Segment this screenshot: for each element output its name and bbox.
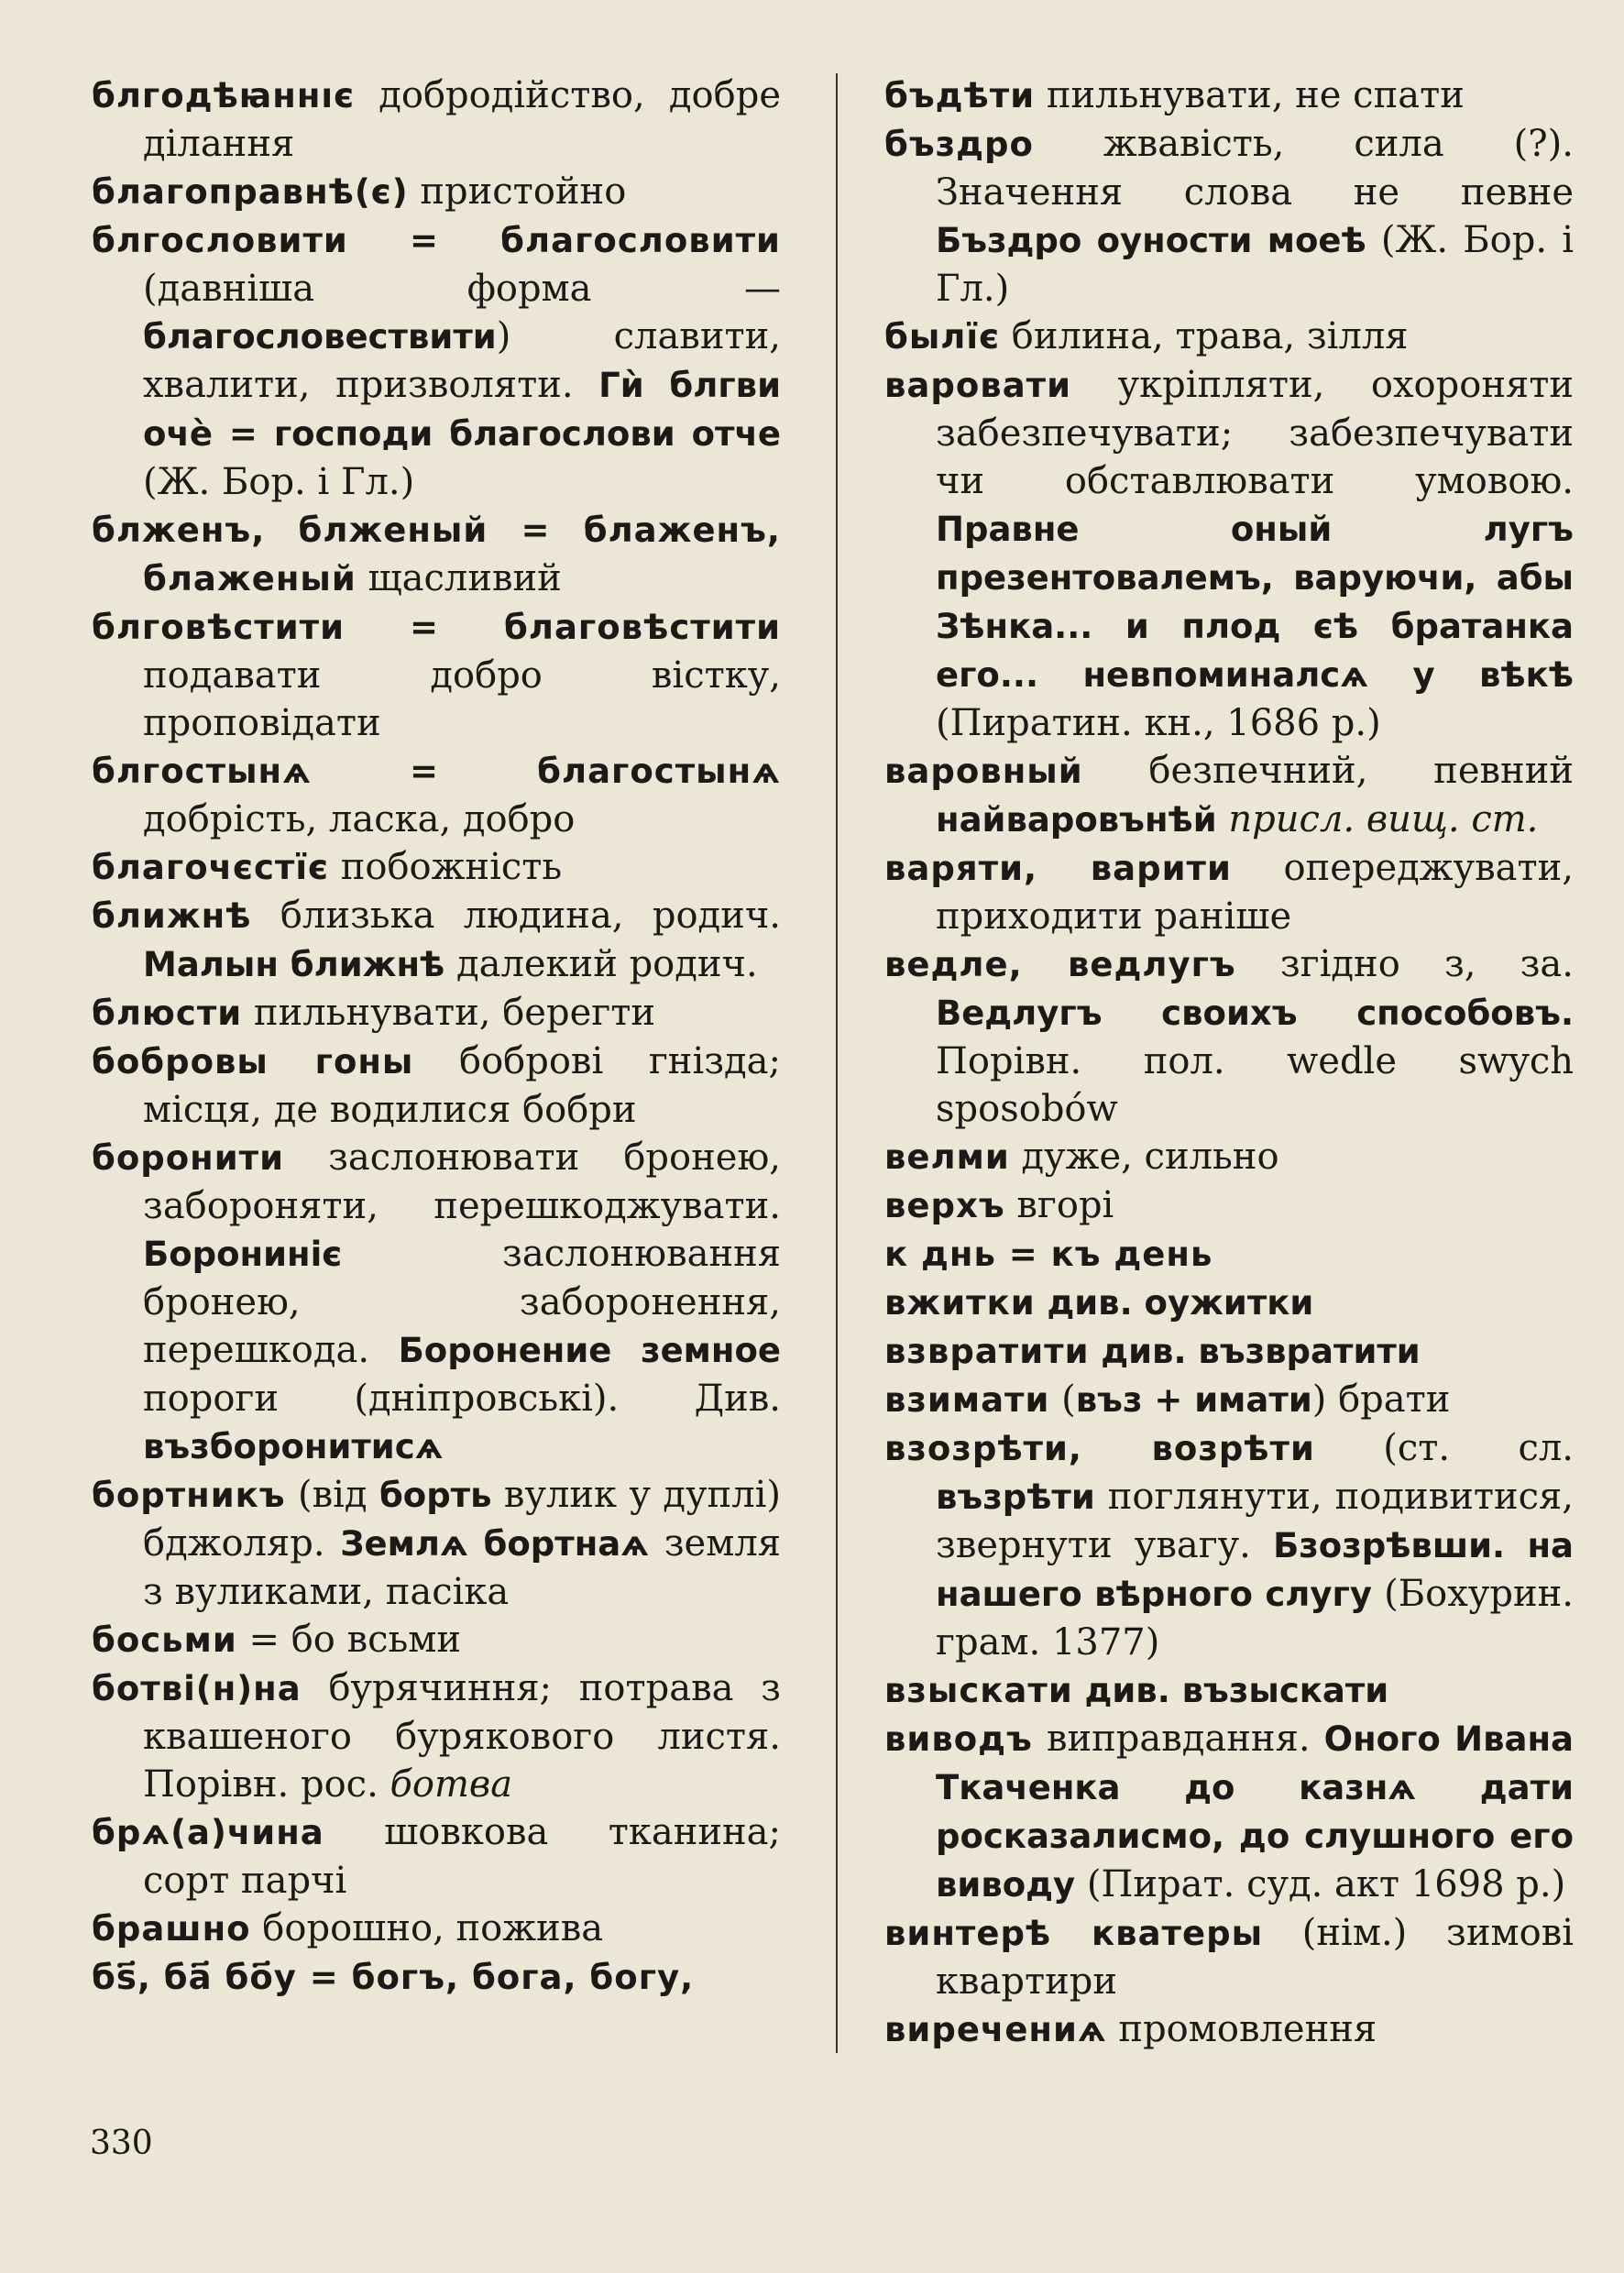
definition-text: ) славити, хвалити, призволяти.: [143, 315, 781, 406]
definition-text: (нім.) зимові квартири: [936, 1912, 1575, 2003]
definition-text: (Пиратин. кн., 1686 р.): [936, 702, 1381, 744]
dictionary-entry: [92, 1038, 781, 1134]
example-text: Гѝ блгви очѐ = господи благослови отче: [143, 366, 781, 454]
headword: виводъ: [884, 1719, 1033, 1759]
definition-text: Порівн. пол. wedle swych sposobów: [936, 1040, 1574, 1130]
headword: босьми: [92, 1620, 237, 1660]
dictionary-entry: [92, 168, 781, 216]
definition-text: шовкова тканина; сорт парчі: [143, 1811, 781, 1902]
definition-text: подавати добро вістку, проповідати: [143, 654, 781, 744]
dictionary-entry: [92, 216, 781, 506]
right-column: [884, 71, 1574, 2054]
headword: бѕ҃, ба҃ бо҃у = богъ, бога, богу,: [92, 1958, 695, 1997]
example-text: найваровънѣй: [936, 800, 1217, 840]
definition-text: [1036, 1281, 1048, 1323]
page-number: 330: [90, 2125, 153, 2162]
definition-text: пороги (дніпровські). Див.: [143, 1378, 781, 1420]
definition-text: пильнувати, берегти: [242, 992, 655, 1034]
definition-text: пильнувати, не спати: [1035, 74, 1465, 116]
definition-text: виправдання.: [1032, 1718, 1324, 1760]
headword: ближнѣ: [92, 896, 252, 936]
definition-text: борошно, пожива: [250, 1907, 604, 1949]
definition-text: вулик у дуплі) бджоляр.: [143, 1474, 782, 1565]
example-text: благословествити: [143, 317, 497, 357]
italic-note: присл. вищ. ст.: [1228, 798, 1539, 840]
definition-text: добродійство, добре ділання: [143, 74, 781, 165]
definition-text: безпечний, певний: [1082, 750, 1574, 792]
headword: бортникъ: [92, 1476, 286, 1515]
headword: к днь = къ день: [884, 1235, 1213, 1274]
dictionary-entry: [884, 313, 1574, 361]
dictionary-entry: [884, 120, 1574, 313]
definition-text: [1217, 798, 1229, 840]
definition-text: (давніша форма —: [143, 268, 781, 310]
example-text: Оного Ивана Ткаченка до казнѧ дати росказалисмо, до слушного его виводу: [936, 1719, 1574, 1905]
dictionary-entry: [884, 844, 1574, 940]
example-text: Землѧ бортнаѧ: [340, 1524, 650, 1564]
definition-text: близька людина, родич.: [251, 895, 781, 937]
dictionary-entry: [884, 1230, 1574, 1279]
definition-text: боброві гнізда; місця, де водилися бобри: [143, 1040, 782, 1131]
headword: вжитки: [884, 1283, 1036, 1323]
example-text: Бъздро оуности моеѣ: [936, 221, 1366, 260]
definition-text: билина, трава, зілля: [1000, 315, 1409, 357]
headword: варовный: [884, 752, 1083, 791]
definition-text: (: [1049, 1378, 1076, 1421]
definition-text: щасливий: [356, 557, 562, 599]
dictionary-entry: [884, 1327, 1574, 1376]
definition-text: ) брати: [1311, 1378, 1451, 1421]
headword: боронити: [92, 1138, 285, 1178]
dictionary-entry: [92, 603, 781, 747]
example-text: възборонитисѧ: [143, 1427, 444, 1466]
dictionary-entry: [92, 506, 781, 603]
headword: блюсти: [92, 994, 243, 1033]
definition-text: добрість, ласка, добро: [143, 798, 576, 840]
headword: варовати: [884, 366, 1072, 405]
dictionary-entry: [884, 1181, 1574, 1230]
headword: взимати: [884, 1380, 1050, 1420]
definition-text: згідно з, за.: [1235, 943, 1574, 985]
headword: блженъ, блженый = блаженъ, блаженый: [92, 511, 781, 598]
dictionary-entry: [92, 1905, 781, 1953]
dictionary-entry: [92, 1616, 781, 1664]
headword: взвратити: [884, 1332, 1090, 1371]
definition-text: укріпляти, охороняти забезпечувати; забезпечувати чи обставлювати умовою.: [936, 364, 1574, 502]
definition-text: дуже, сильно: [1009, 1136, 1279, 1178]
headword: велми: [884, 1137, 1010, 1177]
headword: блгословити = благословити: [92, 221, 781, 260]
definition-text: далекий родич.: [444, 943, 758, 985]
dictionary-entry: [92, 1471, 781, 1616]
example-text: Правне оный лугъ презентовалемъ, варуючи, абы Зѣнка... и плод єѣ братанка его... невпоминалсѧ у вѣкѣ: [936, 510, 1574, 695]
dictionary-entry: [92, 989, 781, 1038]
dictionary-entry: [884, 1666, 1574, 1715]
example-text: див. възыскати: [1084, 1671, 1389, 1710]
dictionary-entry: [884, 940, 1574, 1133]
dictionary-entry: [884, 747, 1574, 844]
dictionary-entry: [92, 1953, 781, 2002]
headword: ведле, ведлугъ: [884, 945, 1236, 984]
definition-text: (ст. сл.: [1314, 1427, 1574, 1469]
headword: варяти, варити: [884, 849, 1232, 888]
dictionary-entry: [884, 2005, 1574, 2054]
example-text: Борониніє: [143, 1235, 343, 1274]
definition-text: заслонювати бронею, забороняти, перешкоджувати.: [143, 1136, 781, 1227]
example-text: Бзозрѣвши. на нашего вѣрного слугу: [936, 1526, 1575, 1614]
definition-text: (Ж. Бор. і Гл.): [936, 219, 1574, 310]
dictionary-entry: [884, 1909, 1574, 2005]
example-text: Боронение земное: [398, 1331, 781, 1370]
dictionary-entry: [92, 892, 781, 989]
headword: бъздро: [884, 125, 1034, 164]
headword: бобровы гоны: [92, 1042, 414, 1082]
dictionary-entry: [884, 1133, 1574, 1181]
dictionary-entry: [884, 1424, 1574, 1666]
example-text: възрѣти: [936, 1477, 1095, 1517]
dictionary-entry: [92, 1664, 781, 1808]
headword: ботві(н)на: [92, 1669, 302, 1708]
headword: брѧ(а)чина: [92, 1813, 324, 1852]
dictionary-entry: [92, 1808, 781, 1905]
example-text: див. оужитки: [1047, 1283, 1314, 1323]
definition-text: (Пират. суд. акт 1698 р.): [1075, 1863, 1566, 1905]
example-text: Малын ближнѣ: [143, 945, 445, 984]
headword: былїє: [884, 317, 1001, 357]
headword: блгостынѧ = благостынѧ: [92, 752, 781, 791]
dictionary-entry: [884, 1376, 1574, 1424]
headword: благоправнѣ(є): [92, 172, 409, 212]
dictionary-entry: [92, 1134, 781, 1471]
definition-text: бурячиння; потрава з квашеного бурякового листя. Порівн. рос.: [143, 1667, 781, 1806]
dictionary-entry: [92, 843, 781, 892]
definition-text: поглянути, подивитися, звернути увагу.: [936, 1476, 1574, 1566]
left-column: [92, 71, 781, 2002]
headword: виречениѧ: [884, 2010, 1107, 2049]
dictionary-entry: [884, 1279, 1574, 1327]
dictionary-entry: [92, 71, 781, 168]
headword: блговѣстити = благовѣстити: [92, 608, 781, 647]
definition-text: [1073, 1669, 1085, 1711]
definition-text: заслонювання бронею, заборонення, перешкода.: [143, 1233, 781, 1371]
example-text: борть: [379, 1476, 492, 1515]
definition-text: пристойно: [408, 170, 627, 213]
headword: взозрѣти, возрѣти: [884, 1429, 1315, 1468]
headword: брашно: [92, 1909, 251, 1949]
headword: взыскати: [884, 1671, 1073, 1710]
definition-text: побожність: [328, 846, 563, 888]
definition-text: (від: [285, 1474, 379, 1516]
headword: верхъ: [884, 1186, 1005, 1225]
definition-text: промовлення: [1106, 2008, 1377, 2050]
definition-text: земля з вуликами, пасіка: [143, 1522, 781, 1613]
example-text: Ведлугъ своихъ способовъ.: [936, 994, 1574, 1033]
dictionary-entry: [92, 747, 781, 843]
example-text: див. възвратити: [1101, 1332, 1421, 1371]
definition-text: жвавість, сила (?). Значення слова не певне: [936, 123, 1574, 214]
headword: винтерѣ кватеры: [884, 1914, 1264, 1953]
definition-text: (Ж. Бор. і Гл.): [143, 461, 415, 503]
dictionary-entry: [884, 71, 1574, 120]
headword: блгодѣꙗннıє: [92, 76, 356, 115]
dictionary-entry: [884, 361, 1574, 747]
definition-text: [1090, 1330, 1102, 1372]
example-text: въз + имати: [1075, 1380, 1312, 1420]
dictionary-entry: [884, 1715, 1574, 1909]
definition-text: (Бохурин. грам. 1377): [936, 1573, 1574, 1664]
definition-text: = бо всьми: [236, 1619, 462, 1661]
definition-text: вгорі: [1004, 1184, 1114, 1226]
headword: благочєстїє: [92, 848, 329, 887]
definition-text: опереджувати, приходити раніше: [936, 847, 1574, 938]
column-divider: [836, 73, 838, 2053]
italic-note: ботва: [390, 1763, 513, 1806]
headword: бъдѣти: [884, 76, 1036, 115]
